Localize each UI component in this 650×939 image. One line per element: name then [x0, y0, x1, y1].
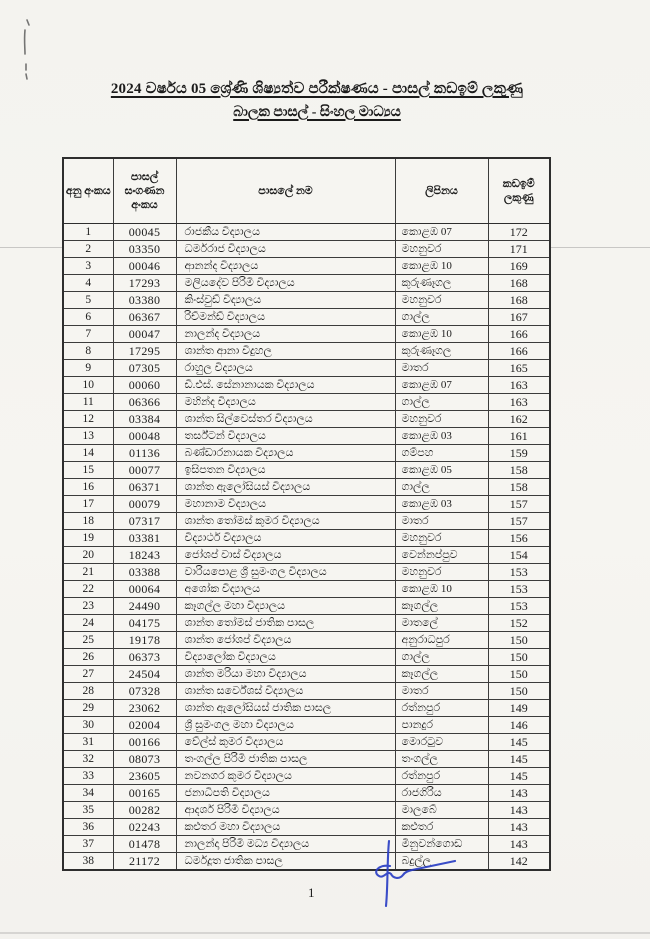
marks-cell: 150 — [488, 683, 550, 700]
table-row — [63, 615, 550, 632]
address-cell: කෑගල්ල — [395, 666, 488, 683]
marks-cell: 142 — [488, 853, 550, 871]
name-cell: රිච්මන්ඩ් විද්‍යාලය — [176, 309, 395, 326]
address-cell: මහනුවර — [395, 411, 488, 428]
census-cell: 00048 — [113, 428, 176, 445]
header-school-name: පාසලේ නම — [176, 158, 395, 224]
header-serial-number: අනු අංකය — [63, 158, 113, 224]
marks-cell: 146 — [488, 717, 550, 734]
marks-cell: 153 — [488, 598, 550, 615]
address-cell: කොළඹ 10 — [395, 581, 488, 598]
serial-cell: 23 — [63, 598, 113, 615]
census-cell: 23605 — [113, 768, 176, 785]
marks-cell: 153 — [488, 581, 550, 598]
address-cell: බදුල්ල — [395, 853, 488, 871]
serial-cell: 34 — [63, 785, 113, 802]
serial-cell: 2 — [63, 241, 113, 258]
address-cell: ගාල්ල — [395, 394, 488, 411]
census-cell: 06371 — [113, 479, 176, 496]
name-cell: රාහුල විද්‍යාලය — [176, 360, 395, 377]
census-cell: 00282 — [113, 802, 176, 819]
address-cell: මහනුවර — [395, 241, 488, 258]
address-cell: ගාල්ල — [395, 479, 488, 496]
serial-cell: 3 — [63, 258, 113, 275]
table-row — [63, 462, 550, 479]
census-cell: 17295 — [113, 343, 176, 360]
name-cell: මලියදේව පිරිමි විද්‍යාලය — [176, 275, 395, 292]
name-cell: තංගල්ල පිරිමි ජාතික පාසල — [176, 751, 395, 768]
marks-cell: 157 — [488, 496, 550, 513]
serial-cell: 16 — [63, 479, 113, 496]
serial-cell: 12 — [63, 411, 113, 428]
marks-cell: 167 — [488, 309, 550, 326]
table-row — [63, 785, 550, 802]
census-cell: 03384 — [113, 411, 176, 428]
serial-cell: 21 — [63, 564, 113, 581]
table-row — [63, 224, 550, 241]
marks-cell: 169 — [488, 258, 550, 275]
name-cell: තර්ස්ටන් විද්‍යාලය — [176, 428, 395, 445]
serial-cell: 31 — [63, 734, 113, 751]
serial-cell: 1 — [63, 224, 113, 241]
marks-cell: 168 — [488, 292, 550, 309]
address-cell: කොළඹ 05 — [395, 462, 488, 479]
name-cell: රාජකීය විද්‍යාලය — [176, 224, 395, 241]
address-cell: මහනුවර — [395, 292, 488, 309]
serial-cell: 14 — [63, 445, 113, 462]
address-cell: කුරුණෑගල — [395, 343, 488, 360]
table-row — [63, 598, 550, 615]
table-row — [63, 717, 550, 734]
table-row — [63, 377, 550, 394]
address-cell: කොළඹ 07 — [395, 377, 488, 394]
marks-cell: 145 — [488, 751, 550, 768]
table-row — [63, 547, 550, 564]
census-cell: 02004 — [113, 717, 176, 734]
address-cell: කොළඹ 10 — [395, 326, 488, 343]
table-row — [63, 649, 550, 666]
census-cell: 00077 — [113, 462, 176, 479]
census-cell: 19178 — [113, 632, 176, 649]
table-row — [63, 309, 550, 326]
name-cell: ජනාධිපති විද්‍යාලය — [176, 785, 395, 802]
results-table — [62, 157, 551, 871]
marks-cell: 143 — [488, 785, 550, 802]
name-cell: ශාන්ත තෝමස් ජාතික පාසල — [176, 615, 395, 632]
census-cell: 18243 — [113, 547, 176, 564]
table-row — [63, 853, 550, 871]
table-row — [63, 343, 550, 360]
marks-cell: 143 — [488, 802, 550, 819]
name-cell: මහින්ද විද්‍යාලය — [176, 394, 395, 411]
census-cell: 06366 — [113, 394, 176, 411]
address-cell: රාජගිරිය — [395, 785, 488, 802]
serial-cell: 33 — [63, 768, 113, 785]
serial-cell: 5 — [63, 292, 113, 309]
serial-cell: 22 — [63, 581, 113, 598]
table-row — [63, 258, 550, 275]
marks-cell: 143 — [488, 819, 550, 836]
census-cell: 00047 — [113, 326, 176, 343]
address-cell: මාතලේ — [395, 615, 488, 632]
name-cell: ශාන්ත ආනා විදුහල — [176, 343, 395, 360]
name-cell: ශාන්ත සර්වේශස් විද්‍යාලය — [176, 683, 395, 700]
table-row — [63, 411, 550, 428]
name-cell: මහානාම විද්‍යාලය — [176, 496, 395, 513]
table-row — [63, 581, 550, 598]
document-header — [0, 80, 634, 121]
serial-cell: 37 — [63, 836, 113, 853]
census-cell: 06367 — [113, 309, 176, 326]
census-cell: 00166 — [113, 734, 176, 751]
table-row — [63, 445, 550, 462]
address-cell: පානදුර — [395, 717, 488, 734]
census-cell: 07305 — [113, 360, 176, 377]
census-cell: 00079 — [113, 496, 176, 513]
name-cell: කෑගල්ල මහා විද්‍යාලය — [176, 598, 395, 615]
address-cell: ගාල්ල — [395, 649, 488, 666]
table-row — [63, 683, 550, 700]
census-cell: 07317 — [113, 513, 176, 530]
marks-cell: 163 — [488, 394, 550, 411]
serial-cell: 7 — [63, 326, 113, 343]
table-row — [63, 700, 550, 717]
census-cell: 06373 — [113, 649, 176, 666]
address-cell: මාතර — [395, 360, 488, 377]
marks-cell: 152 — [488, 615, 550, 632]
serial-cell: 4 — [63, 275, 113, 292]
serial-cell: 36 — [63, 819, 113, 836]
serial-cell: 10 — [63, 377, 113, 394]
address-cell: කළුතර — [395, 819, 488, 836]
address-cell: කොළඹ 07 — [395, 224, 488, 241]
serial-cell: 18 — [63, 513, 113, 530]
address-cell: අනුරාධපුර — [395, 632, 488, 649]
serial-cell: 8 — [63, 343, 113, 360]
address-cell: මාතර — [395, 683, 488, 700]
address-cell: මාතර — [395, 513, 488, 530]
marks-cell: 153 — [488, 564, 550, 581]
serial-cell: 30 — [63, 717, 113, 734]
name-cell: අශෝක විද්‍යාලය — [176, 581, 395, 598]
address-cell: රත්නපුර — [395, 700, 488, 717]
table-row — [63, 836, 550, 853]
address-cell: ගාල්ල — [395, 309, 488, 326]
address-cell: කෑගල්ල — [395, 598, 488, 615]
document-title: 2024 වර්ෂය 05 ශ්‍රේණි ශිෂ්‍යත්ව පරීක්ෂණය - පාසල් කඩඉම් ලකුණු — [110, 81, 524, 97]
address-cell: තංගල්ල — [395, 751, 488, 768]
name-cell: විද්‍යාලෝක විද්‍යාලය — [176, 649, 395, 666]
serial-cell: 26 — [63, 649, 113, 666]
marks-cell: 150 — [488, 649, 550, 666]
table-row — [63, 802, 550, 819]
table-row — [63, 768, 550, 785]
name-cell: වාරියපොළ ශ්‍රී සුමංගල විද්‍යාලය — [176, 564, 395, 581]
serial-cell: 9 — [63, 360, 113, 377]
table-row — [63, 734, 550, 751]
document-subtitle: බාලක පාසල් - සිංහල මාධ්‍යය — [233, 105, 401, 120]
table-row — [63, 241, 550, 258]
name-cell: ධර්මරාජ විද්‍යාලය — [176, 241, 395, 258]
address-cell: මොරටුව — [395, 734, 488, 751]
serial-cell: 25 — [63, 632, 113, 649]
marks-cell: 161 — [488, 428, 550, 445]
name-cell: ශාන්ත මරියා මහා විද්‍යාලය — [176, 666, 395, 683]
name-cell: ඉසිපතන විද්‍යාලය — [176, 462, 395, 479]
marks-cell: 143 — [488, 836, 550, 853]
census-cell: 00060 — [113, 377, 176, 394]
marks-cell: 163 — [488, 377, 550, 394]
address-cell: රත්නපුර — [395, 768, 488, 785]
header-cutoff-marks: කඩඉම් ලකුණු — [488, 158, 550, 224]
address-cell: කොළඹ 10 — [395, 258, 488, 275]
marks-cell: 166 — [488, 343, 550, 360]
name-cell: ශාන්ත ඇලෝසියස් විද්‍යාලය — [176, 479, 395, 496]
name-cell: විද්‍යාර්ථ විද්‍යාලය — [176, 530, 395, 547]
census-cell: 07328 — [113, 683, 176, 700]
name-cell: කිංස්වුඩ් විද්‍යාලය — [176, 292, 395, 309]
header-census-number: පාසල් සංගණන අංකය — [113, 158, 176, 224]
census-cell: 03380 — [113, 292, 176, 309]
table-row — [63, 394, 550, 411]
marks-cell: 145 — [488, 734, 550, 751]
marks-cell: 162 — [488, 411, 550, 428]
address-cell: මිනුවන්ගොඩ — [395, 836, 488, 853]
marks-cell: 158 — [488, 479, 550, 496]
marks-cell: 172 — [488, 224, 550, 241]
marks-cell: 159 — [488, 445, 550, 462]
census-cell: 03381 — [113, 530, 176, 547]
serial-cell: 13 — [63, 428, 113, 445]
serial-cell: 38 — [63, 853, 113, 871]
table-row — [63, 479, 550, 496]
table-row — [63, 275, 550, 292]
table-row — [63, 751, 550, 768]
census-cell: 17293 — [113, 275, 176, 292]
serial-cell: 28 — [63, 683, 113, 700]
table-row — [63, 530, 550, 547]
serial-cell: 6 — [63, 309, 113, 326]
census-cell: 00064 — [113, 581, 176, 598]
name-cell: නාලන්ද විද්‍යාලය — [176, 326, 395, 343]
name-cell: වේල්ස් කුමර විද්‍යාලය — [176, 734, 395, 751]
table-row — [63, 326, 550, 343]
table-body — [63, 224, 550, 871]
serial-cell: 17 — [63, 496, 113, 513]
name-cell: බණ්ඩාරනායක විද්‍යාලය — [176, 445, 395, 462]
address-cell: මහනුවර — [395, 530, 488, 547]
name-cell: කළුතර මහා විද්‍යාලය — [176, 819, 395, 836]
address-cell: මාලබේ — [395, 802, 488, 819]
name-cell: නවනගර කුමර විද්‍යාලය — [176, 768, 395, 785]
table-row — [63, 360, 550, 377]
header-address: ලිපිනය — [395, 158, 488, 224]
marks-cell: 149 — [488, 700, 550, 717]
name-cell: ජෝශප් වාස් විද්‍යාලය — [176, 547, 395, 564]
address-cell: කුරුණෑගල — [395, 275, 488, 292]
table-row — [63, 819, 550, 836]
serial-cell: 29 — [63, 700, 113, 717]
name-cell: ඩී.එස්. සේනානායක විද්‍යාලය — [176, 377, 395, 394]
census-cell: 00045 — [113, 224, 176, 241]
marks-cell: 157 — [488, 513, 550, 530]
cutoff-marks-table — [62, 157, 551, 871]
marks-cell: 166 — [488, 326, 550, 343]
census-cell: 01136 — [113, 445, 176, 462]
table-row — [63, 292, 550, 309]
marks-cell: 158 — [488, 462, 550, 479]
serial-cell: 11 — [63, 394, 113, 411]
name-cell: ශාන්ත ජෝශප් විද්‍යාලය — [176, 632, 395, 649]
marks-cell: 156 — [488, 530, 550, 547]
census-cell: 24504 — [113, 666, 176, 683]
handwritten-signature — [358, 828, 468, 913]
census-cell: 03388 — [113, 564, 176, 581]
page-number: 1 — [308, 885, 315, 900]
address-cell: වෙන්නප්පුව — [395, 547, 488, 564]
census-cell: 08073 — [113, 751, 176, 768]
census-cell: 04175 — [113, 615, 176, 632]
table-row — [63, 564, 550, 581]
name-cell: ආදර්ශ පිරිමි විද්‍යාලය — [176, 802, 395, 819]
name-cell: ශාන්ත තෝමස් කුමර විද්‍යාලය — [176, 513, 395, 530]
name-cell: ශ්‍රී සුමංගල මහා විද්‍යාලය — [176, 717, 395, 734]
marks-cell: 171 — [488, 241, 550, 258]
table-row — [63, 513, 550, 530]
census-cell: 00165 — [113, 785, 176, 802]
scan-artifact-bottom-line — [0, 932, 650, 934]
serial-cell: 20 — [63, 547, 113, 564]
marks-cell: 168 — [488, 275, 550, 292]
census-cell: 01478 — [113, 836, 176, 853]
marks-cell: 150 — [488, 632, 550, 649]
address-cell: කොළඹ 03 — [395, 428, 488, 445]
census-cell: 24490 — [113, 598, 176, 615]
marks-cell: 165 — [488, 360, 550, 377]
table-row — [63, 666, 550, 683]
address-cell: කොළඹ 03 — [395, 496, 488, 513]
marks-cell: 145 — [488, 768, 550, 785]
address-cell: මහනුවර — [395, 564, 488, 581]
marks-cell: 150 — [488, 666, 550, 683]
name-cell: ආනන්ද විද්‍යාලය — [176, 258, 395, 275]
name-cell: නාලන්දා පිරිමි මධ්‍ය විද්‍යාලය — [176, 836, 395, 853]
table-row — [63, 496, 550, 513]
serial-cell: 27 — [63, 666, 113, 683]
serial-cell: 15 — [63, 462, 113, 479]
census-cell: 00046 — [113, 258, 176, 275]
name-cell: ධර්මදූත ජාතික පාසල — [176, 853, 395, 871]
serial-cell: 35 — [63, 802, 113, 819]
table-row — [63, 428, 550, 445]
name-cell: ශාන්ත සිල්වෙස්තර විද්‍යාලය — [176, 411, 395, 428]
address-cell: ගම්පහ — [395, 445, 488, 462]
serial-cell: 24 — [63, 615, 113, 632]
table-row — [63, 632, 550, 649]
census-cell: 02243 — [113, 819, 176, 836]
census-cell: 23062 — [113, 700, 176, 717]
census-cell: 03350 — [113, 241, 176, 258]
census-cell: 21172 — [113, 853, 176, 871]
serial-cell: 32 — [63, 751, 113, 768]
scan-smudge-mark — [20, 18, 34, 84]
marks-cell: 154 — [488, 547, 550, 564]
serial-cell: 19 — [63, 530, 113, 547]
name-cell: ශාන්ත ඇලෝසියස් ජාතික පාසල — [176, 700, 395, 717]
table-header-row — [63, 158, 550, 224]
